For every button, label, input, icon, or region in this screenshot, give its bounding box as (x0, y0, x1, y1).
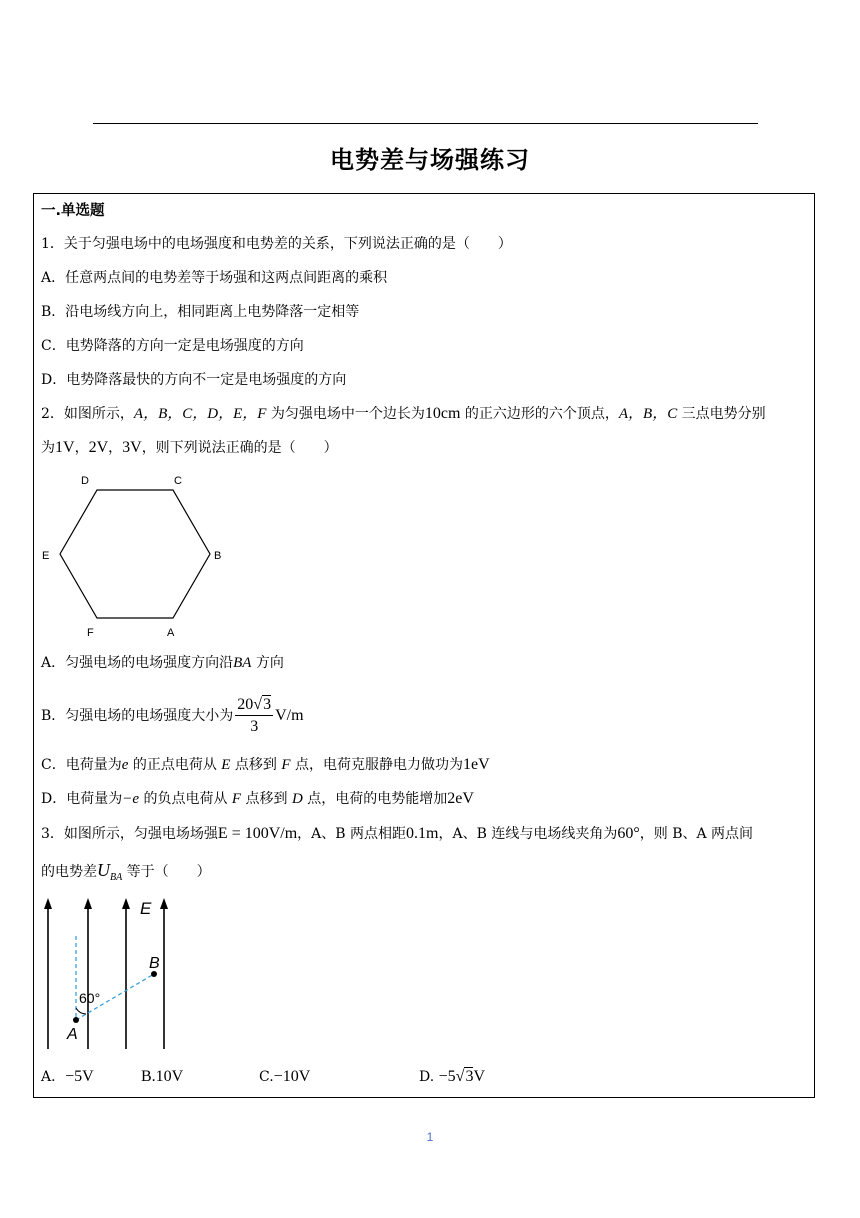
q2-optb-num: 20 (237, 695, 254, 713)
q2-side: 10cm (424, 405, 461, 422)
q3-opta-label: A． (41, 1069, 66, 1085)
q2-stem-line1 (41, 404, 766, 424)
q2-optd-e: −e (122, 791, 140, 807)
q3-optd-label: D. (419, 1069, 435, 1085)
angle-arc (76, 1008, 86, 1014)
q3-optd-unit: V (473, 1068, 486, 1085)
q3-line2-pre: 的电势差 (41, 864, 97, 880)
field-figure (36, 894, 186, 1054)
q3-stem-mid: ，A、B 两点相距 (297, 826, 407, 842)
q2-option-a (41, 653, 284, 673)
q3-optd-sqrt: 3 (465, 1068, 474, 1085)
q2-optd-mid3: 点，电荷的电势能增加 (302, 791, 448, 807)
q3-option-c (259, 1067, 310, 1087)
q2-optc-e: e (121, 757, 129, 773)
q2-v2: 2V (88, 439, 109, 456)
q2-v3: 3V (122, 439, 142, 456)
q1-stem: 1．关于匀强电场中的电场强度和电势差的关系，下列说法正确的是（ ） (41, 236, 512, 252)
hex-label-c: C (174, 475, 182, 487)
q1-option-c: C．电势降落的方向一定是电场强度的方向 (41, 338, 304, 354)
q2-sep2: ， (108, 440, 123, 456)
q2-optd-val: 2eV (447, 790, 474, 807)
q2-option-b (41, 693, 304, 739)
q2-optd-text: D．电荷量为 (41, 791, 123, 807)
q3-stem-line1 (41, 824, 753, 844)
q2-sep1: ， (74, 440, 89, 456)
q2-optc-pt-f: F (281, 757, 291, 773)
hex-label-a: A (167, 627, 175, 639)
q2-line2-pre: 为 (41, 440, 55, 456)
q1-option-d: D．电势降落最快的方向不一定是电场强度的方向 (41, 372, 347, 388)
angle-label: 60° (79, 990, 101, 1006)
field-lines (48, 906, 164, 1049)
q3-option-b: B.10V (141, 1068, 184, 1085)
q3-stem-pre: 3．如图所示，匀强电场场强 (41, 826, 218, 842)
q2-optc-val: 1eV (463, 756, 490, 773)
q3-opta-val: −5V (65, 1068, 94, 1085)
field-label-a: A (67, 1026, 78, 1043)
point-a (73, 1017, 79, 1023)
q3-angle: 60° (617, 825, 640, 842)
page-number: 1 (426, 1130, 434, 1144)
q3-stem-end: ，则 B、A 两点间 (639, 826, 754, 842)
q2-stem-mid2: 的正六边形的六个顶点， (460, 406, 619, 422)
hex-label-d: D (81, 475, 89, 487)
q2-stem-line2 (41, 438, 338, 458)
q3-option-a (41, 1067, 94, 1087)
q2-option-c (41, 755, 490, 775)
q3-optd-val-pre: −5 (438, 1068, 456, 1085)
q2-optb-den: 3 (250, 717, 259, 735)
q2-stem-end: 三点电势分别 (677, 406, 766, 422)
q2-optd-pt-f: F (231, 791, 242, 807)
q3-line2-end: 等于（ ） (122, 864, 211, 880)
q3-u-sub: BA (110, 871, 123, 883)
q3-dist: 0.1m (406, 825, 439, 842)
q2-optd-mid: 的负点电荷从 (139, 791, 232, 807)
hex-label-e: E (42, 550, 50, 562)
q3-option-d: D. −5√3V (419, 1068, 486, 1085)
q2-optb-unit: V/m (275, 707, 304, 724)
header-rule (93, 123, 758, 124)
q2-v1: 1V (55, 439, 75, 456)
q3-stem-line2 (41, 860, 211, 888)
q2-opta-var: BA (233, 655, 252, 671)
field-label-b: B (149, 955, 160, 972)
hex-label-b: B (214, 550, 222, 562)
q2-opta-end: 方向 (251, 655, 284, 671)
hexagon-shape (60, 490, 210, 618)
q2-optc-pt-e: E (221, 757, 231, 773)
q3-optc-val: −10V (273, 1068, 311, 1085)
q2-opta-text: A．匀强电场的电场强度方向沿 (41, 655, 234, 671)
q2-stem-mid: 为匀强电场中一个边长为 (266, 406, 425, 422)
q3-field: E = 100V/m (217, 825, 298, 842)
q2-stem-pre: 2．如图所示， (41, 406, 134, 422)
q1-option-a: A．任意两点间的电势差等于场强和这两点间距离的乘积 (41, 270, 388, 286)
q1-option-b: B．沿电场线方向上，相同距离上电势降落一定相等 (41, 304, 360, 320)
q3-stem-mid2: ，A、B 连线与电场线夹角为 (438, 826, 618, 842)
q3-u: U (97, 860, 110, 880)
q3-optc-label: C. (259, 1069, 274, 1085)
q2-optc-mid3: 点，电荷克服静电力做功为 (290, 757, 463, 773)
hex-label-f: F (87, 627, 94, 639)
q2-optb-sqrt: 3 (263, 695, 272, 713)
field-label-e: E (140, 899, 152, 918)
q2-optd-pt-d: D (292, 791, 303, 807)
q2-optb-fraction: $\frac{20√3}{3}$ (235, 695, 273, 738)
q2-optc-text: C．电荷量为 (41, 757, 122, 773)
q2-optb-text: B．匀强电场的电场强度大小为 (41, 708, 234, 724)
q2-points3: A，B，C (618, 406, 678, 422)
q2-points: A，B，C，D，E，F (133, 406, 267, 422)
q2-line2-end: ，则下列说法正确的是（ ） (141, 440, 338, 456)
q2-optd-mid2: 点移到 (241, 791, 292, 807)
q2-optc-mid: 的正点电荷从 (128, 757, 222, 773)
hexagon-figure (36, 468, 236, 643)
page-title: 电势差与场强练习 (330, 146, 530, 174)
q2-optc-mid2: 点移到 (230, 757, 282, 773)
q2-option-d (41, 789, 474, 809)
section-heading: 一.单选题 (41, 203, 105, 219)
